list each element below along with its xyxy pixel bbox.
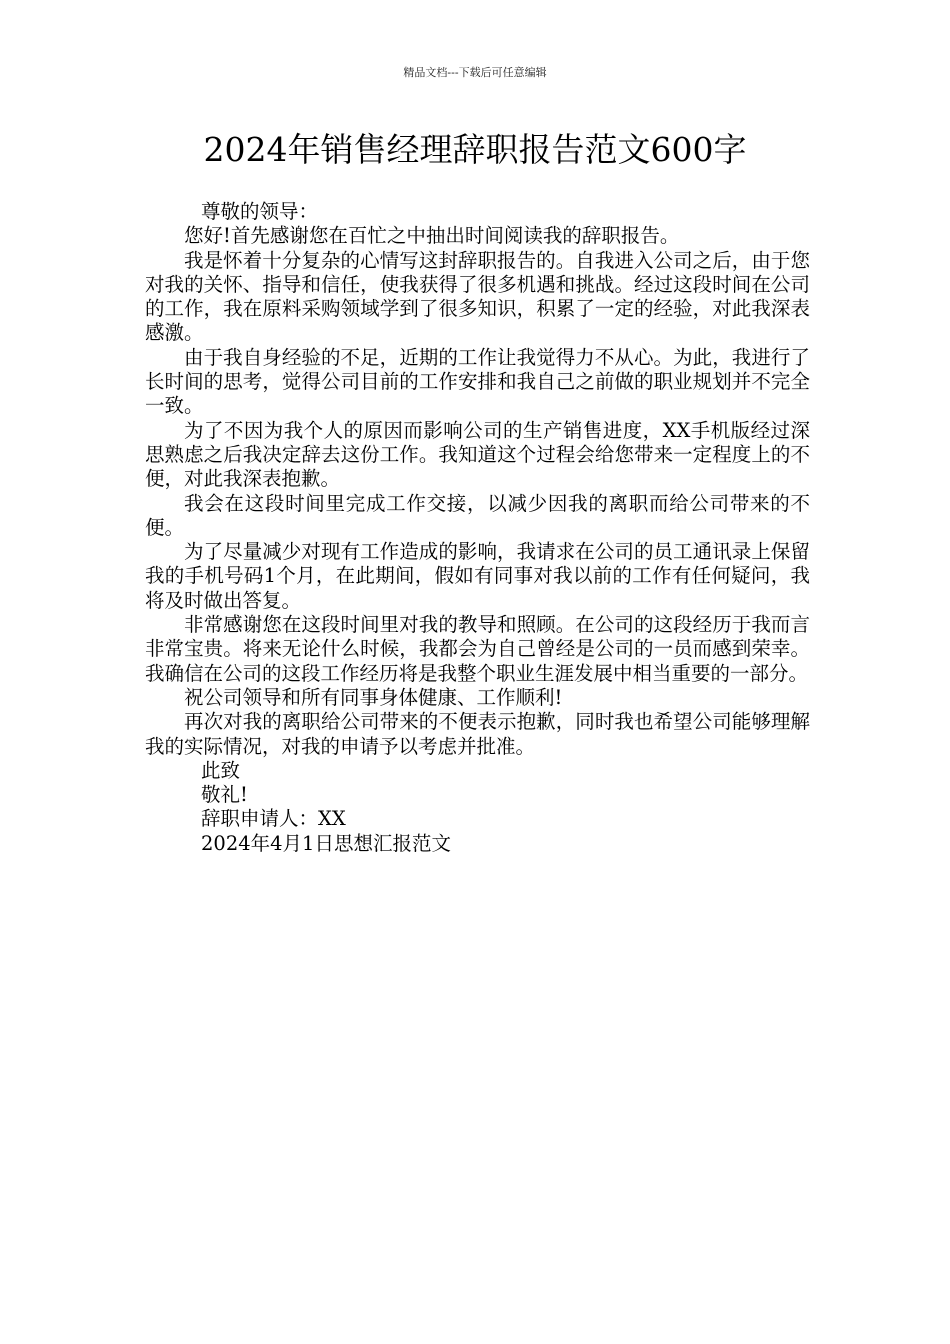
paragraph-intro: 我是怀着十分复杂的心情写这封辞职报告的。自我进入公司之后，由于您对我的关怀、指导和信任，使我获得了很多机遇和挑战。经过这段时间在公司的工作，我在原料采购领域学到了很多知识，积累了一定的经验，对此我深表感激。 bbox=[145, 248, 810, 345]
paragraph-wishes: 祝公司领导和所有同事身体健康、工作顺利! bbox=[184, 685, 563, 709]
paragraph-thanks: 非常感谢您在这段时间里对我的教导和照顾。在公司的这段经历于我而言非常宝贵。将来无论什么时候，我都会为自己曾经是公司的一员而感到荣幸。我确信在公司的这段工作经历将是我整个职业生涯发展中相当重要的一部分。 bbox=[145, 613, 810, 685]
paragraph-greeting: 您好!首先感谢您在百忙之中抽出时间阅读我的辞职报告。 bbox=[184, 224, 680, 248]
paragraph-reason: 由于我自身经验的不足，近期的工作让我觉得力不从心。为此，我进行了长时间的思考，觉得公司目前的工作安排和我自己之前做的职业规划并不完全一致。 bbox=[145, 345, 810, 418]
paragraph-handover: 我会在这段时间里完成工作交接，以减少因我的离职而给公司带来的不便。 bbox=[145, 491, 810, 539]
paragraph-apology: 再次对我的离职给公司带来的不便表示抱歉，同时我也希望公司能够理解我的实际情况，对我的申请予以考虑并批准。 bbox=[145, 710, 810, 758]
document-title: 2024年销售经理辞职报告范文600字 bbox=[203, 130, 747, 169]
paragraph-decision: 为了不因为我个人的原因而影响公司的生产销售进度，XX手机版经过深思熟虑之后我决定辞去这份工作。我知道这个过程会给您带来一定程度上的不便，对此我深表抱歉。 bbox=[145, 418, 810, 491]
salutation: 尊敬的领导： bbox=[201, 200, 319, 223]
signature: 辞职申请人：XX bbox=[201, 807, 346, 831]
date-line: 2024年4月1日思想汇报范文 bbox=[201, 831, 451, 855]
header-note: 精品文档---下载后可任意编辑 bbox=[403, 66, 547, 79]
closing-line-2: 敬礼! bbox=[201, 783, 248, 807]
letter-body bbox=[145, 200, 810, 856]
closing-line-1: 此致 bbox=[201, 758, 241, 782]
paragraph-contact: 为了尽量减少对现有工作造成的影响，我请求在公司的员工通讯录上保留我的手机号码1个月，在此期间，假如有同事对我以前的工作有任何疑问，我将及时做出答复。 bbox=[145, 540, 810, 612]
